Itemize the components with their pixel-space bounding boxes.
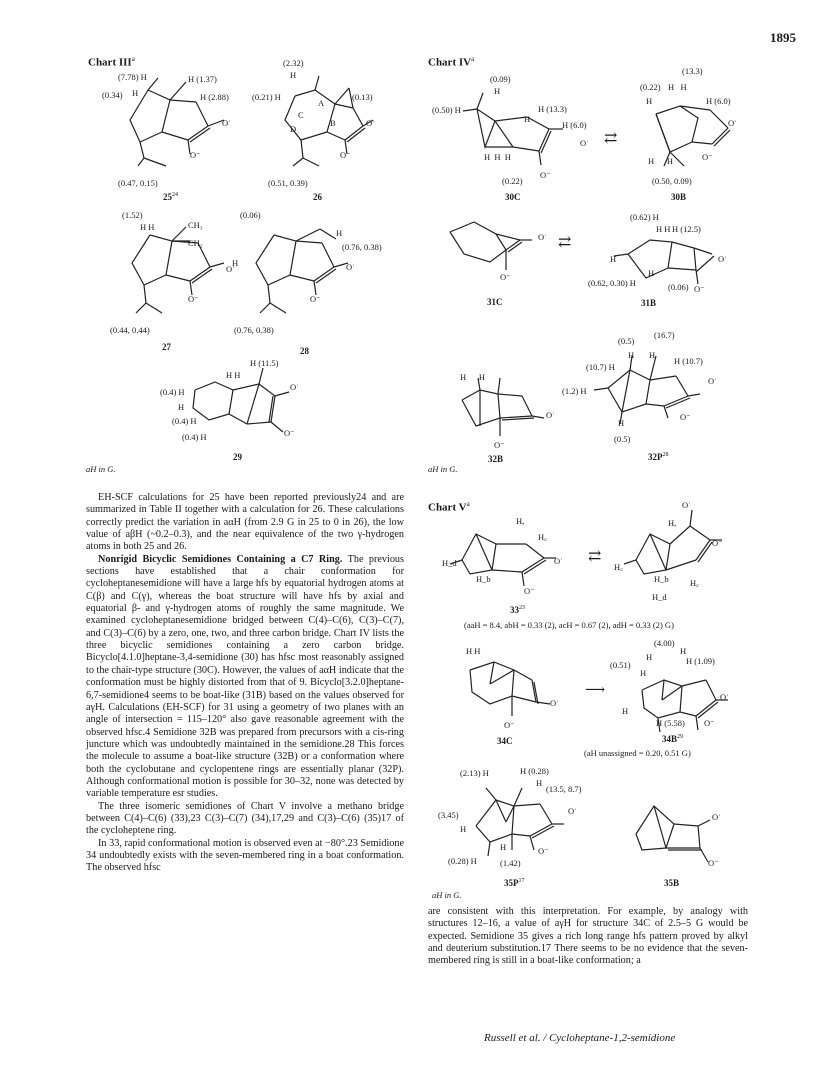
- s35p-hfs-5: (0.28) H: [448, 856, 477, 866]
- s31b-hfs-top: (0.62) H: [630, 212, 659, 222]
- chart3-title: [88, 55, 135, 69]
- s29-hfs-left-1: (0.4) H: [160, 387, 185, 397]
- structure-33-drawing: [440, 510, 570, 600]
- s33-label-sup: 23: [519, 605, 525, 611]
- s35p-h-left: H: [460, 824, 467, 834]
- s25-label-text: 25: [163, 192, 172, 202]
- s32b-label: 32B: [488, 454, 504, 464]
- s28-oxygen-radical: O˙: [346, 262, 355, 272]
- s34b-hfs-left: (0.51): [610, 660, 631, 670]
- s26-ring-c: C: [298, 110, 304, 120]
- s31b-h-top: H H: [656, 224, 671, 234]
- s30b-label: 30B: [671, 192, 687, 202]
- s30c-hfs-bottom: (0.22): [502, 176, 523, 186]
- s33-hfs-line: (aaH = 8.4, abH = 0.33 (2), acH = 0.67 (2), adH = 0.33 (2) G): [464, 620, 674, 630]
- s32p-label-text: 32P: [648, 452, 663, 462]
- s27-oxygen-anion: O⁻: [188, 294, 199, 304]
- s35p-hfs-2: H (0.28): [520, 766, 549, 776]
- s33-oxygen-radical: O˙: [554, 556, 563, 566]
- s35p-h-mid: H: [500, 842, 507, 852]
- s34b-hfs-top: (4.00): [654, 638, 675, 648]
- s30b-oxygen-radical: O˙: [728, 118, 737, 128]
- s35p-oxygen-radical: O˙: [568, 806, 577, 816]
- s25-hfs-bottom: (0.47, 0.15): [118, 178, 158, 188]
- left-paragraph-2-body: The previous sections have established that a chair conformation for cycloheptanesemidione will have a large hfs by equatorial hydrogen atoms at C(β) and C(γ), whereas the boat structure will have hfs by axial and equatorial β- and γ-hydrogen atoms of roughly the same magnitude. We examined cycloheptanesemidione bridged between C(4)–C(6), C(3)–C(7), and C(3)–C(6) by a zero, one, two, and three carbon bridge. Chart IV lists the three bicyclic semidiones containing a zero carbon bridge. Bicyclo[4.1.0]heptane-3,4-semidione (30) has hfsc most reasonably assigned to the chair-type structure (30C). However, the values of aαH indicate that the conformation must be highly distorted from that of 9. Bicyclo[3.2.0]heptane-6,7-semidione4 seems to be boat-like (31B) based on the values observed for aγH. Calculations (EH-SCF) for 31 using a geometry of two planes with an angle of intersection = 115–120° also gave reasonable agreement with the observed hfsc.4 Semidione 32B was prepared from precursors with a cis-ring juncture which was undoubtedly maintained in the semidione.28 This forces the molecule to assume a boat-like structure (32B) or a conformation where both the cyclobutane and cyclopentene rings are essentially planar (32P). Although conformational motion is possible for 30–32, none was detected by variable temperature esr studies.: [86, 553, 404, 800]
- chart5-footnote: aH in G.: [432, 890, 462, 900]
- s28-hfs-right: (0.76, 0.38): [342, 242, 382, 252]
- s35p-label-text: 35P: [504, 878, 519, 888]
- chart5-title-sup: a: [466, 500, 470, 508]
- s34b-h-left: H: [640, 668, 647, 678]
- s35b-label: 35B: [664, 878, 680, 888]
- s32p-h-bottom: H: [618, 418, 625, 428]
- s30c-hfs-mid: H (6.0): [562, 120, 587, 130]
- s30b-h-bottom: H H: [648, 156, 674, 166]
- s30c-hfs-left: (0.50) H: [432, 105, 461, 115]
- s27-hfs-top-left: (1.52): [122, 210, 143, 220]
- s35p-h-right: H: [536, 778, 543, 788]
- s26-hfs-left: (0.21) H: [252, 92, 281, 102]
- s31c-label: 31C: [487, 297, 503, 307]
- s31b-h-mid: H: [648, 268, 655, 278]
- s35p-hfs-6: (1.42): [500, 858, 521, 868]
- s29-hfs-top: H (11.5): [250, 358, 279, 368]
- s32b-oxygen-anion: O⁻: [494, 440, 505, 450]
- s30b-hfs-right: H (6.0): [706, 96, 731, 106]
- s30c-h-top: H: [494, 86, 501, 96]
- s34b-label-sup: 29: [677, 734, 684, 740]
- s25-hfs-top-right: H (1.37): [188, 74, 217, 84]
- s33-oxygen-anion: O⁻: [524, 586, 535, 596]
- s25-oxygen-radical: O˙: [222, 118, 231, 128]
- s34c-h-top: H H: [466, 646, 481, 656]
- s30c-h-right: H: [524, 114, 531, 124]
- s26-hfs-right: (0.13): [352, 92, 373, 102]
- s27-label: 27: [162, 342, 171, 352]
- left-paragraph-4: In 33, rapid conformational motion is observed even at −80°.23 Semidione 34 undoubtedly exists with the seven-membered ring in a boat conformation. The observed hfsc: [86, 837, 404, 874]
- s30b-h-top: H H: [668, 82, 687, 92]
- s31b-h-left: H: [610, 254, 617, 264]
- s34b-hfs-bottom: H (5.58): [656, 718, 685, 728]
- s25-h-left: H: [132, 88, 139, 98]
- structure-27-drawing: [110, 215, 240, 325]
- s33-alt-hc: H꜀: [614, 562, 624, 572]
- chart4-title-sup: a: [471, 55, 475, 63]
- s35p-hfs-4: (3.45): [438, 810, 459, 820]
- s25-h-mid: H (2.88): [200, 92, 229, 102]
- s32p-hfs-bottom: (0.5): [614, 434, 631, 444]
- s31b-oxygen-anion: O⁻: [694, 284, 705, 294]
- s28-hfs-bottom: (0.76, 0.38): [234, 325, 274, 335]
- s25-hfs-top-left: (7.78) H: [118, 72, 147, 82]
- s28-h-right: H: [336, 228, 343, 238]
- s34c-oxygen-anion: O⁻: [504, 720, 515, 730]
- s25-label-sup: 24: [172, 192, 178, 198]
- s33-hc-top: H꜀: [538, 532, 548, 542]
- s34b-hfs-right: H (1.09): [686, 656, 715, 666]
- s27-hfs-bottom: (0.44, 0.44): [110, 325, 150, 335]
- s28-label: 28: [300, 346, 309, 356]
- s30c-oxygen-radical: O˙: [580, 138, 589, 148]
- s34b-h-top: H: [680, 646, 687, 656]
- s30b-hfs-left: (0.22): [640, 82, 661, 92]
- left-text-column: [86, 492, 404, 875]
- s35p-label-sup: 17: [518, 878, 525, 884]
- s35b-oxygen-radical: O˙: [712, 812, 721, 822]
- s29-h-left: H: [178, 402, 185, 412]
- s33-alt-ha: Hₐ: [668, 518, 677, 528]
- s25-label: [163, 192, 178, 202]
- s30b-h-left: H: [646, 96, 653, 106]
- s26-oxygen-radical: O˙: [366, 118, 375, 128]
- s29-oxygen-anion: O⁻: [284, 428, 295, 438]
- s34b-label: [662, 734, 683, 744]
- s30b-hfs-top: (13.3): [682, 66, 703, 76]
- chart4-footnote: aH in G.: [428, 464, 458, 474]
- s33-ha: Hₐ: [516, 516, 525, 526]
- s29-label: 29: [233, 452, 242, 462]
- s28-h-left: H: [232, 258, 239, 268]
- s27-h: H H: [140, 222, 155, 232]
- s30b-hfs-bottom: (0.50, 0.09): [652, 176, 692, 186]
- forward-arrow-34: ⟶: [585, 683, 606, 698]
- s32p-hfs-top-2: (16.7): [654, 330, 675, 340]
- s34b-oxygen-radical: O˙: [720, 692, 729, 702]
- s33-hb: H_b: [476, 574, 491, 584]
- s33-hd: H_d: [442, 558, 457, 568]
- s33-alt-oxygen-anion: O⁻: [712, 538, 723, 548]
- s26-oxygen-anion: O⁻: [340, 150, 351, 160]
- s27-ch2: CH₂: [188, 238, 203, 248]
- s32p-oxygen-radical: O˙: [708, 376, 717, 386]
- s33-alt-oxygen-radical: O˙: [682, 500, 691, 510]
- s33-label: [510, 605, 525, 615]
- s30c-label: 30C: [505, 192, 521, 202]
- structure-31c-drawing: [440, 210, 550, 290]
- page-number: 1895: [770, 30, 796, 45]
- s27-ch3: CH₃: [188, 220, 203, 230]
- chart3-title-text: Chart III: [88, 56, 132, 69]
- s34b-h-left-top: H: [646, 652, 653, 662]
- structure-30c-drawing: [455, 85, 575, 175]
- s26-hfs-top: (2.32): [283, 58, 304, 68]
- s35p-oxygen-anion: O⁻: [538, 846, 549, 856]
- equilibrium-arrow-30: ⇄: [604, 130, 618, 147]
- structure-32b-drawing: [440, 370, 560, 450]
- right-text-column: [428, 906, 748, 968]
- s29-oxygen-radical: O˙: [290, 382, 299, 392]
- s28-oxygen-anion: O⁻: [310, 294, 321, 304]
- chart3-title-sup: a: [131, 55, 135, 63]
- s35p-label: [504, 878, 525, 888]
- structure-33-alt-drawing: [614, 500, 744, 600]
- left-paragraph-3: The three isomeric semidiones of Chart V involve a methano bridge between C(4)–C(6) (33),23 C(3)–C(7) (34),17,29 and C(3)–C(6) (35)17 of the cycloheptene ring.: [86, 800, 404, 837]
- s33-alt-hc2: H꜀: [690, 578, 700, 588]
- s26-ring-b: B: [330, 118, 336, 128]
- s31b-hfs-bottom: (0.62, 0.30) H: [588, 278, 636, 288]
- s34b-oxygen-anion: O⁻: [704, 718, 715, 728]
- structure-25-drawing: [100, 70, 240, 180]
- s30c-hfs-top: (0.09): [490, 74, 511, 84]
- s30c-h-bottom: H H H: [484, 152, 511, 162]
- s31c-oxygen-anion: O⁻: [500, 272, 511, 282]
- s32p-hfs-mid: (1.2) H: [562, 386, 587, 396]
- equilibrium-arrow-33: ⇄: [588, 548, 602, 565]
- s32p-label-sup: 28: [662, 452, 669, 458]
- s26-label: 26: [313, 192, 322, 202]
- section-heading: Nonrigid Bicyclic Semidiones Containing a C7 Ring.: [98, 553, 343, 565]
- s32b-h-top: H H: [460, 372, 486, 382]
- s35p-hfs-1: (2.13) H: [460, 768, 489, 778]
- s31b-label: 31B: [641, 298, 657, 308]
- s33-label-text: 33: [510, 605, 519, 615]
- s30c-hfs-right: H (13.3): [538, 104, 567, 114]
- chart3-footnote: aH in G.: [86, 464, 116, 474]
- s27-oxygen-radical: O˙: [226, 264, 235, 274]
- s29-hfs-left-2: (0.4) H: [172, 416, 197, 426]
- chart4-title-text: Chart IV: [428, 56, 472, 69]
- s32p-hfs-top-1: (0.5): [618, 336, 635, 346]
- s26-ring-a: A: [318, 98, 325, 108]
- chart4-title: [428, 55, 474, 69]
- s30c-oxygen-anion: O⁻: [540, 170, 551, 180]
- s28-hfs-top-left: (0.06): [240, 210, 261, 220]
- s32p-hfs-right: H (10.7): [674, 356, 703, 366]
- s34b-label-text: 34B: [662, 734, 678, 744]
- s31b-oxygen-radical: O˙: [718, 254, 727, 264]
- s33-alt-hd: H_d: [652, 592, 667, 602]
- left-paragraph-1: EH-SCF calculations for 25 have been reported previously24 and are summarized in Table II together with a calculation for 26. These calculations correctly predict the variation in aαH (from 2.9 G in 25 to 0 in 26), the low value of aβH (~0.2–0.3), and the near equivalence of the two γ-hydrogen atoms in both 25 and 26.: [86, 492, 404, 553]
- s29-hfs-left-3: (0.4) H: [182, 432, 207, 442]
- left-paragraph-2: [86, 554, 404, 801]
- right-paragraph-1: are consistent with this interpretation. For example, by analogy with structures 12–16, a value of aγH for structure 34C of 2.5–5 G would be expected. Semidione 35 gives a rich long range hfs pattern proved by alkyl and deuterium substitution.17 There seems to be no evidence that the seven-membered ring is still in a boat-like conformation; a: [428, 906, 748, 967]
- s32p-label: [648, 452, 669, 462]
- s34c-label: 34C: [497, 736, 513, 746]
- s34b-h-bottom-left: H: [622, 706, 629, 716]
- s30b-oxygen-anion: O⁻: [702, 152, 713, 162]
- s31b-hfs-right: H (12.5): [672, 224, 701, 234]
- s33-alt-hb: H_b: [654, 574, 669, 584]
- s35p-hfs-3: (13.5, 8.7): [546, 784, 582, 794]
- s34c-oxygen-radical: O˙: [550, 698, 559, 708]
- s29-h-top: H H: [226, 370, 241, 380]
- s31c-oxygen-radical: O˙: [538, 232, 547, 242]
- s34b-unassigned: (aH unassigned = 0.20, 0.51 G): [584, 748, 691, 758]
- s32p-hfs-left: (10.7) H: [586, 362, 615, 372]
- running-footer: Russell et al. / Cycloheptane-1,2-semidione: [484, 1032, 676, 1044]
- equilibrium-arrow-31: ⇄: [558, 234, 572, 251]
- s26-ring-d: D: [290, 124, 297, 134]
- s31b-hfs-bottom2: (0.06): [668, 282, 689, 292]
- s26-h-top: H: [290, 70, 297, 80]
- s26-hfs-bottom: (0.51, 0.39): [268, 178, 308, 188]
- s32p-h-top: H H: [628, 350, 656, 360]
- s32p-oxygen-anion: O⁻: [680, 412, 691, 422]
- s32b-oxygen-radical: O˙: [546, 410, 555, 420]
- s35b-oxygen-anion: O⁻: [708, 858, 719, 868]
- s25-hfs-left: (0.34): [102, 90, 123, 100]
- chart5-title-text: Chart V: [428, 501, 467, 514]
- s25-oxygen-anion: O⁻: [190, 150, 201, 160]
